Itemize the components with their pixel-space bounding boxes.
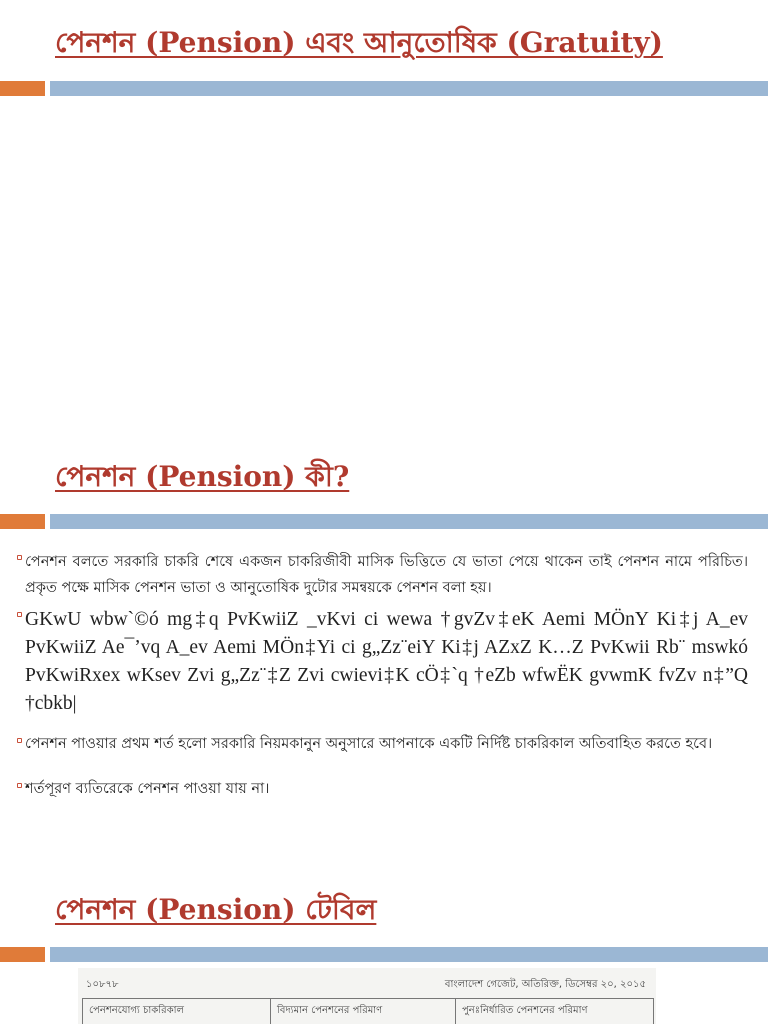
- bullet-item: [17, 606, 748, 718]
- slide-title-pension-gratuity: পেনশন (Pension) এবং আনুতোষিক (Gratuity): [55, 26, 663, 59]
- gazette-page-number: ১০৮৭৮: [86, 979, 119, 990]
- bullet-marker-icon: [17, 555, 22, 560]
- divider-accent-block: [0, 514, 45, 529]
- bullet-text: পেনশন বলতে সরকারি চাকরি শেষে একজন চাকরিজীবী মাসিক ভিত্তিতে যে ভাতা পেয়ে থাকেন তাই পেনশন নামে পরিচিত। প্রকৃত পক্ষে মাসিক পেনশন ভাতা ও আনুতোষিক দুটোর সমন্বয়কে পেনশন বলা হয়।: [25, 554, 748, 596]
- section-title-what-is-pension: পেনশন (Pension) কী?: [55, 460, 350, 493]
- gazette-scan-image: [78, 968, 656, 1024]
- title-divider: [0, 81, 768, 96]
- bullet-marker-icon: [17, 738, 22, 743]
- bullet-text: শর্তপূরণ ব্যতিরেকে পেনশন পাওয়া যায় না।: [25, 781, 270, 797]
- divider-accent-block: [0, 947, 45, 962]
- section-divider: [0, 947, 768, 962]
- section-title-pension-table: পেনশন (Pension) টেবিল: [55, 893, 377, 926]
- bullet-text: GKwU wbw`©ó mg‡q PvKwiiZ _vKvi ci wewa †gvZv‡eK Aemi MÖnY Ki‡j A_ev PvKwiiZ Ae¯’vq A_ev Aemi MÖn‡Yi ci g„Zz¨eiY Ki‡j AZxZ K…Z PvKwii Rb¨ mswkó PvKwiRxex wKsev Zvi g„Zz¨‡Z Zvi cwievi‡K cÖ‡`q †eZb wfwËK gvwmK fvZv n‡”Q †cbkb|: [25, 609, 748, 714]
- table-header-cell: পেনশনযোগ্য চাকরিকাল: [83, 999, 271, 1024]
- gazette-title: বাংলাদেশ গেজেট, অতিরিক্ত, ডিসেম্বর ২০, ২০১৫: [444, 979, 646, 990]
- bullet-marker-icon: [17, 612, 22, 617]
- table-header-cell: বিদ্যমান পেনশনের পরিমাণ: [271, 999, 456, 1024]
- divider-accent-block: [0, 81, 45, 96]
- bullet-text: পেনশন পাওয়ার প্রথম শর্ত হলো সরকারি নিয়মকানুন অনুসারে আপনাকে একটি নির্দিষ্ট চাকরিকাল অতিবাহিত করতে হবে।: [25, 736, 713, 752]
- bullet-item: [17, 732, 748, 757]
- bullet-marker-icon: [17, 783, 22, 788]
- divider-bar: [50, 947, 768, 962]
- gazette-header-line: [78, 968, 656, 994]
- bullet-item: [17, 549, 748, 601]
- divider-bar: [50, 514, 768, 529]
- section-divider: [0, 514, 768, 529]
- table-header-cell: পুনঃনির্ধারিত পেনশনের পরিমাণ: [462, 1005, 588, 1016]
- divider-bar: [50, 81, 768, 96]
- bullet-list: [17, 549, 748, 802]
- bullet-item: [17, 777, 748, 802]
- pension-table: [82, 998, 654, 1024]
